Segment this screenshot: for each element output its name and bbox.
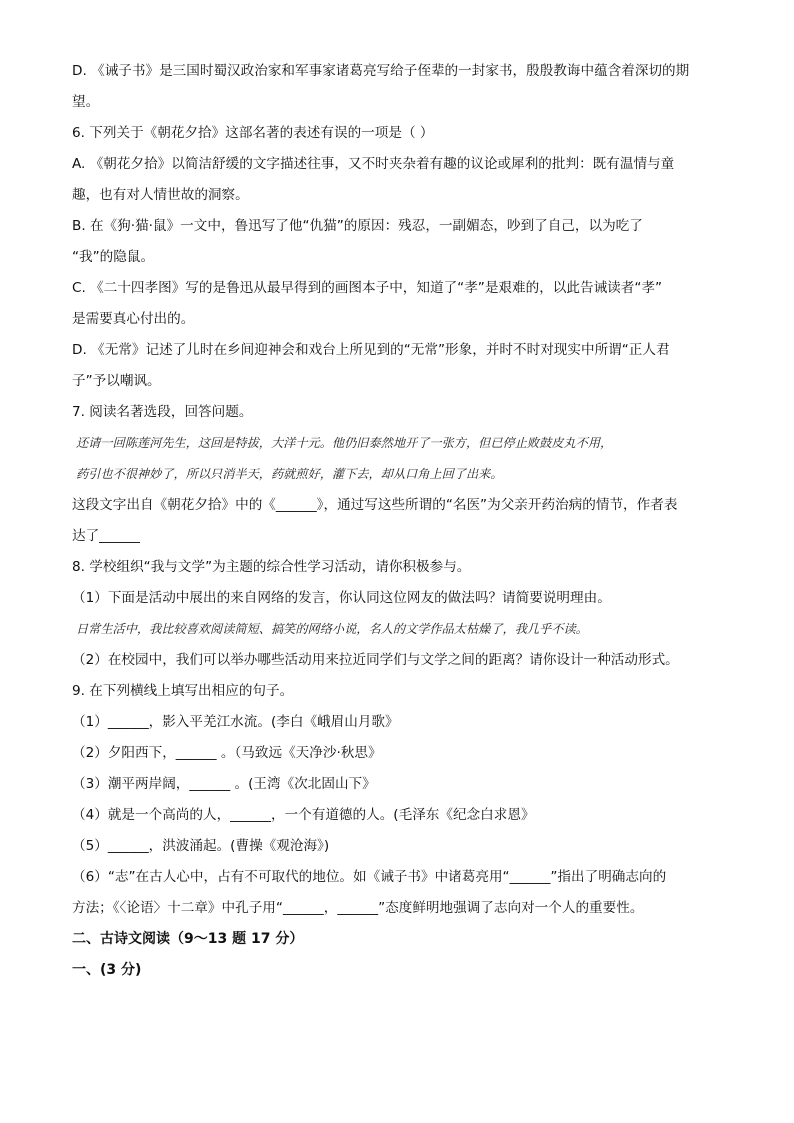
- q9-item-6-line-2: 方法；《〈论语〉十二章》中孔子用“______，______”态度鲜明地强调了志向对一个人的重要性。: [72, 900, 644, 916]
- question-9: 9. 在下列横线上填写出相应的句子。: [72, 683, 294, 699]
- q7-prompt-line-1: 这段文字出自《朝花夕拾》中的《______》，通过写这些所谓的“名医”为父亲开药治病的情节，作者表: [72, 497, 678, 513]
- q8-part-2: （2）在校园中，我们可以举办哪些活动用来拉近同学们与文学之间的距离？请你设计一种活动形式。: [72, 652, 679, 668]
- q9-item-1: （1）______，影入平羌江水流。(李白《峨眉山月歌》: [72, 714, 399, 730]
- question-8: 8. 学校组织“我与文学”为主题的综合性学习活动，请你积极参与。: [72, 559, 471, 575]
- question-7: 7. 阅读名著选段，回答问题。: [72, 404, 253, 420]
- document-page: [72, 62, 722, 992]
- q9-item-6-line-1: （6）“志”在古人心中，占有不可取代的地位。如《诫子书》中诸葛亮用“______”指出了明确志向的: [72, 869, 667, 885]
- q6-option-b-line-1: B. 在《狗·猫·鼠》一文中，鲁迅写了他“仇猫”的原因：残忍，一副媚态，吵到了自己，以为吃了: [72, 218, 643, 234]
- q6-option-d-line-2: 子”予以嘲讽。: [72, 373, 161, 389]
- q6-option-a-line-2: 趣，也有对人情世故的洞察。: [72, 187, 249, 203]
- q9-item-2: （2）夕阳西下，______ 。（马致远《天净沙·秋思》: [72, 745, 382, 761]
- q9-item-3: （3）潮平两岸阔，______ 。(王湾《次北固山下》: [72, 776, 376, 792]
- option-d-line-1: D. 《诫子书》是三国时蜀汉政治家和军事家诸葛亮写给子侄辈的一封家书，殷殷教诲中蕴含着深切的期: [72, 63, 690, 79]
- q6-option-b-line-2: “我”的隐鼠。: [72, 249, 155, 265]
- q6-option-c-line-2: 是需要真心付出的。: [72, 311, 195, 327]
- q6-option-a-line-1: A. 《朝花夕拾》以简洁舒缓的文字描述往事，又不时夹杂着有趣的议论或犀利的批判：既有温情与童: [72, 156, 675, 172]
- q9-item-4: （4）就是一个高尚的人，______，一个有道德的人。(毛泽东《纪念白求恩》: [72, 807, 535, 823]
- q7-excerpt-line-2: 药引也不很神妙了，所以只消半天，药就煎好，灌下去，却从口角上回了出来。: [76, 467, 503, 481]
- subsection-heading-1: 一、(3 分): [72, 962, 142, 978]
- q9-item-5: （5）______，洪波涌起。(曹操《观沧海》): [72, 838, 330, 854]
- q6-option-d-line-1: D. 《无常》记述了儿时在乡间迎神会和戏台上所见到的“无常”形象，并时不时对现实中所谓“正人君: [72, 342, 670, 358]
- section-heading-poetry: 二、古诗文阅读（9～13 题 17 分）: [72, 931, 304, 947]
- option-d-line-2: 望。: [72, 94, 100, 110]
- q8-netizen-quote: 日常生活中，我比较喜欢阅读简短、搞笑的网络小说，名人的文学作品太枯燥了，我几乎不读。: [76, 622, 588, 636]
- q7-prompt-line-2: 达了______: [72, 528, 140, 544]
- q6-option-c-line-1: C. 《二十四孝图》写的是鲁迅从最早得到的画图本子中，知道了“孝”是艰难的，以此告诫读者“孝”: [72, 280, 663, 296]
- q7-excerpt-line-1: 还请一回陈莲河先生，这回是特拔，大洋十元。他仍旧泰然地开了一张方，但已停止败鼓皮丸不用，: [76, 436, 613, 450]
- question-6: 6. 下列关于《朝花夕拾》这部名著的表述有误的一项是（ ）: [72, 125, 434, 141]
- q8-part-1: （1）下面是活动中展出的来自网络的发言，你认同这位网友的做法吗？请简要说明理由。: [72, 590, 611, 606]
